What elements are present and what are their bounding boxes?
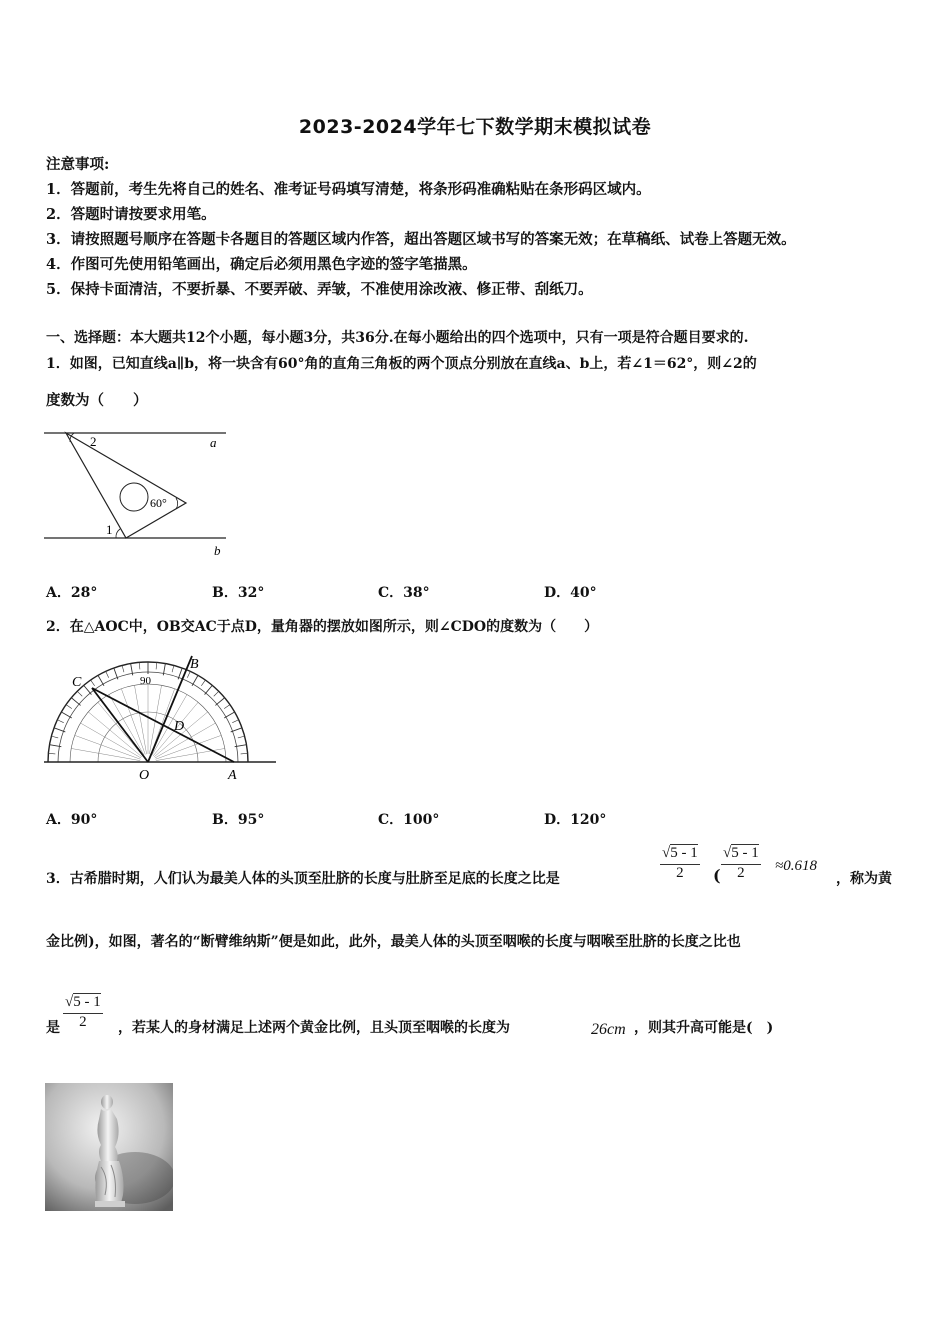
paren-open: ( — [713, 866, 721, 885]
q2-option-d[interactable]: D．120° — [544, 812, 607, 828]
q3-text-line1-end: ，称为黄 — [836, 871, 892, 887]
q3-text-line3-end: ，则其升高可能是( ) — [634, 1020, 774, 1036]
q3-text-line2: 金比例)，如图，著名的“断臂维纳斯”便是如此，此外，最美人体的头顶至咽喉的长度与咽喉至肚脐的长度之比也 — [46, 934, 741, 950]
protractor-tick — [66, 705, 72, 709]
protractor-guide — [134, 685, 146, 754]
label-angle1: 1 — [106, 522, 113, 537]
protractor-tick — [224, 705, 230, 709]
protractor-tick — [84, 685, 92, 694]
q1-text-line2: 度数为（ ） — [46, 392, 148, 409]
protractor-tick — [224, 712, 234, 718]
frac2-numerator: 5 - 1 — [731, 845, 759, 861]
protractor-tick — [139, 662, 140, 669]
q1-option-c[interactable]: C．38° — [378, 585, 430, 601]
protractor-tick — [77, 691, 82, 696]
approx-value: ≈0.618 — [775, 858, 817, 874]
frac1-numerator: 5 - 1 — [670, 845, 698, 861]
q3-text-line3-start: 是 — [46, 1020, 60, 1036]
protractor-tick — [214, 691, 219, 696]
label-90: 90 — [140, 675, 151, 687]
q1-text-line1: 1．如图，已知直线a∥b，将一块含有60°角的直角三角板的两个顶点分别放在直线a、b上，若∠1＝62°，则∠2的 — [46, 356, 757, 372]
protractor-tick — [91, 680, 95, 686]
golden-ratio-fraction-2: √5 - 1 2 — [723, 845, 759, 881]
protractor-tick — [192, 675, 198, 685]
protractor-tick — [61, 712, 71, 718]
q2-option-b[interactable]: B．95° — [212, 812, 265, 828]
frac2-denominator: 2 — [737, 865, 745, 881]
notice-heading: 注意事项: — [46, 156, 110, 173]
q3-text-line3-mid: ，若某人的身材满足上述两个黄金比例，且头顶至咽喉的长度为 — [118, 1020, 510, 1036]
protractor-tick — [201, 680, 205, 686]
protractor-guide — [156, 748, 225, 760]
protractor-tick — [172, 665, 174, 672]
protractor-tick — [232, 720, 238, 723]
frac3-denominator: 2 — [79, 1014, 87, 1030]
venus-statue-image — [45, 1083, 173, 1211]
q1-option-b[interactable]: B．32° — [212, 585, 265, 601]
notice-item-3: 3．请按照题号顺序在答题卡各题目的答题区域内作答，超出答题区域书写的答案无效；在草稿纸、试卷上答题无效。 — [46, 231, 796, 248]
section-heading: 一、选择题：本大题共12个小题，每小题3分，共36分.在每小题给出的四个选项中，只有一项是符合题目要求的. — [46, 330, 749, 346]
label-O: O — [139, 768, 150, 783]
label-A: A — [228, 768, 237, 783]
golden-ratio-fraction-3: √5 - 1 2 — [65, 994, 101, 1030]
frac1-denominator: 2 — [676, 865, 684, 881]
q2-figure — [44, 652, 278, 784]
protractor-tick — [48, 753, 55, 754]
q1-option-a[interactable]: A．28° — [46, 585, 98, 601]
protractor-tick — [238, 736, 245, 738]
golden-ratio-fraction-1: √5 - 1 2 — [662, 845, 698, 881]
notice-item-4: 4．作图可先使用铅笔画出，确定后必须用黑色字迹的签字笔描黑。 — [46, 256, 477, 273]
frac3-numerator: 5 - 1 — [73, 994, 101, 1010]
q3-text-line1: 3．古希腊时期，人们认为最美人体的头顶至肚脐的长度与肚脐至足底的长度之比是 — [46, 871, 560, 887]
protractor-tick — [98, 675, 104, 685]
protractor-tick — [215, 698, 224, 706]
label-a: a — [210, 435, 217, 450]
protractor-tick — [241, 753, 248, 754]
notice-item-1: 1．答题前，考生先将自己的姓名、准考证号码填写清楚，将条形码准确粘贴在条形码区域内。 — [46, 181, 651, 198]
protractor-tick — [205, 685, 213, 694]
page-title: 2023-2024学年七下数学期末模拟试卷 — [298, 116, 652, 138]
label-angle2: 2 — [90, 434, 97, 449]
length-value: 26cm — [591, 1021, 626, 1038]
q2-option-a[interactable]: A．90° — [46, 812, 98, 828]
protractor-tick — [51, 736, 58, 738]
notice-item-5: 5．保持卡面清洁，不要折暴、不要弄破、弄皱，不准使用涂改液、修正带、刮纸刀。 — [46, 281, 593, 298]
q2-option-c[interactable]: C．100° — [378, 812, 440, 828]
triangle-hole — [120, 483, 148, 511]
protractor-guide — [71, 748, 140, 760]
protractor-tick — [122, 665, 124, 672]
protractor-tick — [71, 698, 80, 706]
q1-figure — [44, 425, 234, 560]
notice-item-2: 2．答题时请按要求用笔。 — [46, 206, 216, 223]
label-B: B — [190, 657, 199, 672]
protractor-tick — [156, 662, 157, 669]
label-60: 60° — [150, 496, 167, 510]
protractor-tick — [187, 671, 190, 677]
label-C: C — [72, 675, 82, 690]
label-b: b — [214, 543, 221, 558]
q1-option-d[interactable]: D．40° — [544, 585, 597, 601]
q2-text: 2．在△AOC中，OB交AC于点D，量角器的摆放如图所示，则∠CDO的度数为（ ） — [46, 619, 599, 635]
segment-OC — [92, 688, 148, 762]
label-D: D — [174, 719, 185, 734]
protractor-tick — [57, 720, 63, 723]
protractor-tick — [106, 671, 109, 677]
